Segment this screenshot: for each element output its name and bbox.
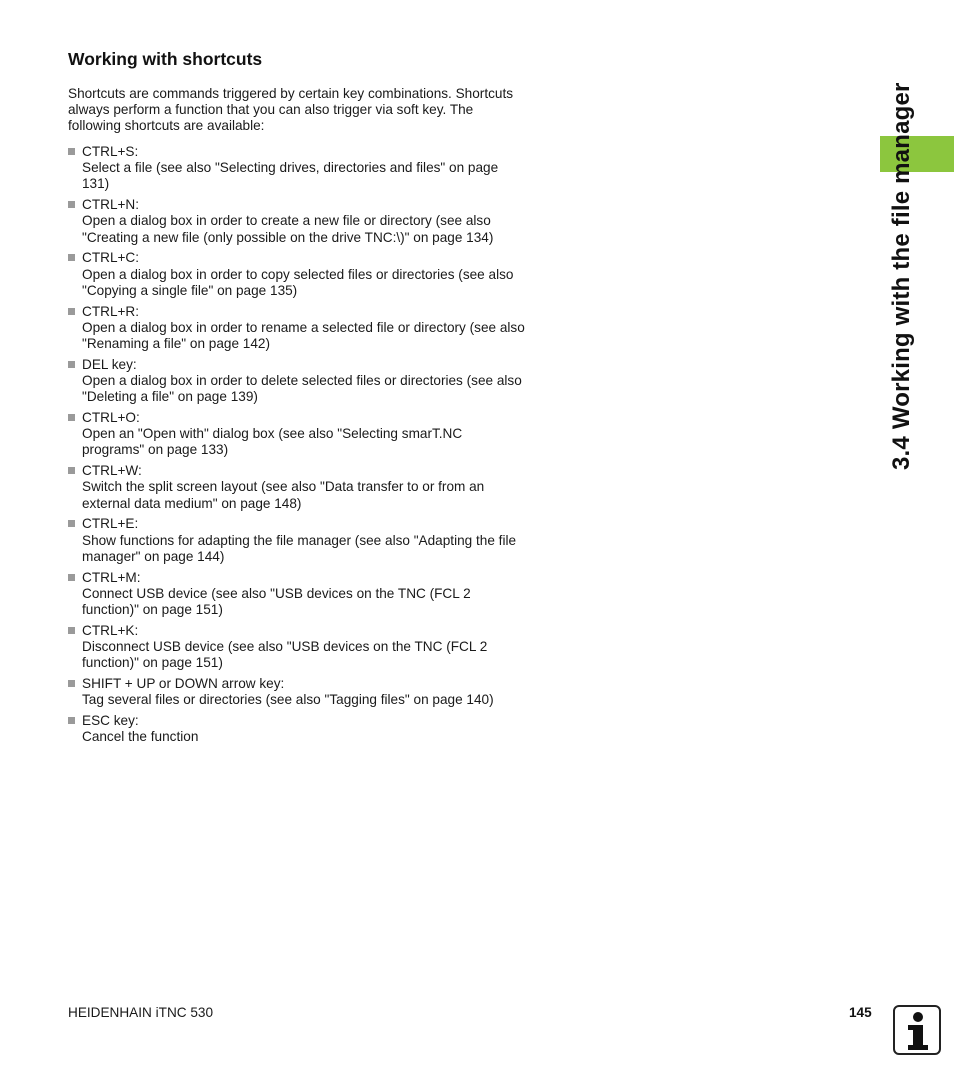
list-item [68,463,528,512]
shortcut-description: Switch the split screen layout (see also "Data transfer to or from an external data medium" on page 148) [82,479,485,511]
list-item [68,250,528,299]
bullet-square-icon [68,254,75,261]
shortcut-description: Open a dialog box in order to delete selected files or directories (see also "Deleting a file" on page 139) [82,373,522,405]
list-item [68,304,528,353]
shortcut-description: Show functions for adapting the file manager (see also "Adapting the file manager" on page 144) [82,532,517,564]
list-item [68,410,528,459]
shortcut-key: SHIFT + UP or DOWN arrow key: [82,676,285,692]
shortcut-key: DEL key: [82,356,137,372]
intro-paragraph: Shortcuts are commands triggered by certain key combinations. Shortcuts always perform a function that you can also trigger via soft key. The following shortcuts are available: [68,86,514,133]
list-item [68,623,528,672]
shortcut-key: CTRL+W: [82,463,142,479]
bullet-square-icon [68,414,75,421]
shortcut-key: CTRL+O: [82,410,140,426]
shortcut-list [68,144,528,750]
shortcut-key: CTRL+R: [82,303,140,319]
shortcut-key: CTRL+S: [82,144,139,159]
footer-product-name: HEIDENHAIN iTNC 530 [68,1005,214,1020]
list-item [68,713,528,745]
shortcut-key: ESC key: [82,713,139,729]
list-item [68,357,528,406]
list-item [68,570,528,619]
shortcut-description: Open a dialog box in order to copy selected files or directories (see also "Copying a single file" on page 135) [82,266,514,298]
shortcut-description: Open a dialog box in order to create a new file or directory (see also "Creating a new file (only possible on the drive TNC:\)" on page 134) [82,213,494,245]
bullet-square-icon [68,361,75,368]
bullet-square-icon [68,308,75,315]
bullet-square-icon [68,574,75,581]
bullet-square-icon [68,148,75,155]
shortcut-key: CTRL+M: [82,569,141,585]
shortcut-description: Tag several files or directories (see also "Tagging files" on page 140) [82,692,494,708]
shortcut-key: CTRL+K: [82,622,139,638]
shortcut-description: Disconnect USB device (see also "USB devices on the TNC (FCL 2 function)" on page 151) [82,639,488,671]
shortcut-key: CTRL+N: [82,197,140,213]
shortcut-description: Select a file (see also "Selecting drives, directories and files" on page 131) [82,160,499,192]
list-item [68,516,528,565]
shortcut-description: Open a dialog box in order to rename a selected file or directory (see also "Renaming a file" on page 142) [82,319,525,352]
bullet-square-icon [68,467,75,474]
bullet-square-icon [68,520,75,527]
shortcut-description: Cancel the function [82,729,199,745]
shortcut-description: Open an "Open with" dialog box (see also "Selecting smarT.NC programs" on page 133) [82,426,463,458]
bullet-square-icon [68,201,75,208]
chapter-title: 3.4 Working with the file manager [888,82,915,470]
bullet-square-icon [68,627,75,634]
info-icon [893,1005,941,1055]
shortcut-key: CTRL+E: [82,516,139,532]
bullet-square-icon [68,680,75,687]
bullet-square-icon [68,717,75,724]
list-item [68,197,528,246]
shortcut-description: Connect USB device (see also "USB devices on the TNC (FCL 2 function)" on page 151) [82,585,471,618]
section-heading: Working with shortcuts [68,49,263,69]
page-number: 145 [849,1005,872,1020]
list-item [68,144,528,193]
shortcut-key: CTRL+C: [82,250,140,266]
list-item [68,676,528,708]
